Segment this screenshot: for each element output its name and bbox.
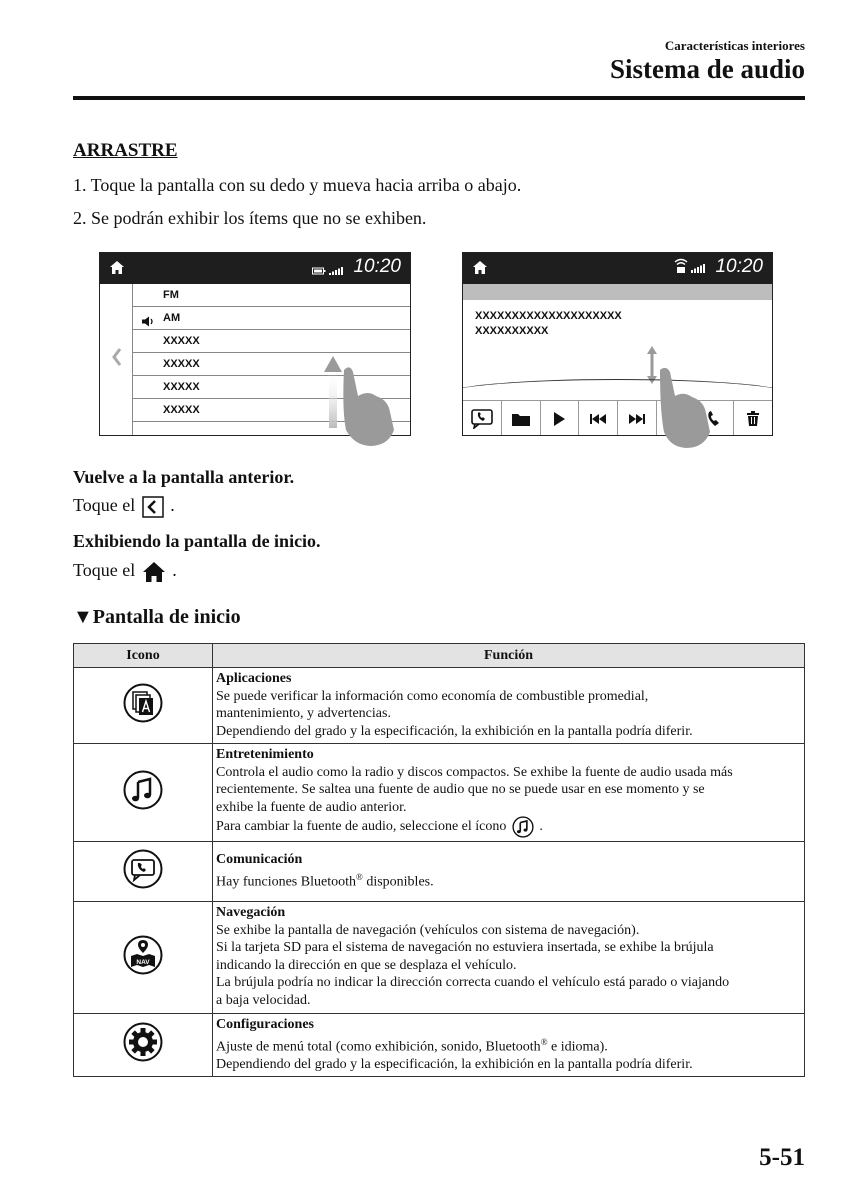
- function-line-text: Hay funciones Bluetooth: [216, 874, 356, 890]
- swipe-gesture-icon: [320, 350, 400, 448]
- music-note-icon: [123, 770, 163, 810]
- clock: 10:20: [715, 256, 763, 277]
- skip-back-icon: [589, 413, 607, 425]
- function-cell: [213, 744, 805, 842]
- function-line-end: .: [539, 819, 543, 835]
- drag-step-1: 1. Toque la pantalla con su dedo y mueva hacia arriba o abajo.: [73, 175, 522, 195]
- function-cell: [213, 902, 805, 1014]
- home-heading: Exhibiendo la pantalla de inicio.: [73, 531, 321, 551]
- function-cell: [213, 1014, 805, 1077]
- home-icon[interactable]: [472, 260, 488, 280]
- list-item-label: AM: [163, 312, 181, 324]
- table-header-row: [74, 644, 805, 668]
- table-row: [74, 1014, 805, 1077]
- section-label: Características interiores: [664, 38, 805, 53]
- list-item-am[interactable]: [133, 307, 410, 330]
- function-line: [216, 869, 802, 891]
- function-line: La brújula podría no indicar la dirección correcta cuando el vehículo está parado o viajando: [216, 975, 730, 990]
- wifi-signal-icon: [674, 257, 706, 280]
- registered-mark: ®: [355, 871, 363, 882]
- function-line: Se exhibe la pantalla de navegación (vehículos con sistema de navegación).: [216, 922, 640, 938]
- skip-forward-icon: [628, 413, 646, 425]
- folder-button[interactable]: [502, 401, 541, 436]
- folder-icon: [511, 411, 531, 427]
- applications-icon: [123, 683, 163, 723]
- function-line: Dependiendo del grado y la especificación, la exhibición en la pantalla podría diferir.: [216, 1056, 693, 1072]
- function-title: Entretenimiento: [216, 747, 314, 762]
- icon-cell: [74, 902, 213, 1014]
- list-item-fm[interactable]: FM: [133, 284, 410, 307]
- home-screen-title: [73, 606, 241, 629]
- col-icon-header: Icono: [74, 644, 213, 668]
- list-item[interactable]: XXXXX: [133, 353, 410, 376]
- trash-icon: [746, 411, 760, 427]
- home-instruction: [73, 560, 177, 583]
- icon-cell: [74, 1014, 213, 1077]
- function-cell: [213, 668, 805, 744]
- navigation-icon: [123, 935, 163, 975]
- phone-chat-icon: [123, 849, 163, 889]
- list-item[interactable]: XXXXX: [133, 399, 410, 422]
- status-bar: [463, 253, 772, 284]
- table-row: [74, 744, 805, 842]
- message-line: XXXXXXXXXXXXXXXXXXXX: [475, 310, 622, 322]
- touch-gesture-icon: [656, 366, 718, 450]
- function-line: Se puede verificar la información como economía de combustible promedial,: [216, 688, 649, 704]
- table-row: [74, 668, 805, 744]
- col-function-header: Función: [213, 644, 805, 668]
- function-line-text: Ajuste de menú total (como exhibición, sonido, Bluetooth: [216, 1039, 541, 1055]
- music-note-icon: [512, 816, 534, 838]
- back-panel[interactable]: [100, 284, 133, 435]
- message-body: [475, 309, 622, 339]
- phone-chat-button[interactable]: [463, 401, 502, 436]
- function-title: Aplicaciones: [216, 671, 292, 686]
- function-line: recientemente. Se saltea una fuente de audio que no se puede usar en ese momento y se: [216, 782, 705, 797]
- function-line: indicando la dirección en que se desplaza el vehículo.: [216, 957, 517, 973]
- function-line-text: Para cambiar la fuente de audio, seleccione el ícono: [216, 819, 507, 835]
- table-row: [74, 902, 805, 1014]
- function-line: Si la tarjeta SD para el sistema de navegación no estuviera insertada, se exhibe la brújula: [216, 940, 714, 955]
- gear-icon: [123, 1022, 163, 1062]
- previous-button[interactable]: [579, 401, 618, 436]
- function-line: exhibe la fuente de audio anterior.: [216, 799, 407, 815]
- nav-label: NAV: [136, 958, 150, 966]
- home-icon[interactable]: [109, 260, 125, 280]
- play-icon: [552, 411, 566, 427]
- triangle-icon: ▼: [73, 606, 93, 628]
- message-header-band: [463, 284, 772, 300]
- function-line: [216, 816, 802, 838]
- page-number: 5-51: [759, 1144, 805, 1171]
- status-bar: [100, 253, 410, 284]
- function-line-text: e idioma).: [547, 1039, 608, 1055]
- message-screen: [462, 252, 773, 436]
- home-text-after: .: [172, 560, 177, 580]
- chevron-left-icon: [112, 348, 122, 366]
- function-cell: [213, 842, 805, 902]
- function-line: [216, 1034, 802, 1056]
- function-title: Configuraciones: [216, 1017, 314, 1032]
- function-line: a baja velocidad.: [216, 992, 311, 1008]
- message-line: XXXXXXXXXX: [475, 325, 549, 337]
- phone-chat-icon: [471, 409, 493, 429]
- function-line-text: disponibles.: [362, 874, 434, 890]
- drag-section-title: ARRASTRE: [73, 140, 178, 161]
- back-heading: Vuelve a la pantalla anterior.: [73, 467, 295, 487]
- function-line: mantenimiento, y advertencias.: [216, 706, 391, 721]
- drag-step-2: 2. Se podrán exhibir los ítems que no se exhiben.: [73, 208, 427, 228]
- icon-cell: [74, 744, 213, 842]
- function-line: Dependiendo del grado y la especificación, la exhibición en la pantalla podría diferir.: [216, 723, 693, 739]
- icon-cell: [74, 842, 213, 902]
- back-text-before: Toque el: [73, 495, 136, 515]
- function-title: Navegación: [216, 905, 286, 920]
- function-line: Controla el audio como la radio y discos compactos. Se exhibe la fuente de audio usada más: [216, 764, 733, 780]
- clock: 10:20: [353, 256, 401, 277]
- list-item[interactable]: XXXXX: [133, 330, 410, 353]
- delete-button[interactable]: [734, 401, 772, 436]
- home-screen-table: [73, 643, 805, 1077]
- home-screen-title-text: Pantalla de inicio: [92, 606, 241, 628]
- back-icon: [142, 496, 164, 518]
- page-title: Sistema de audio: [609, 54, 805, 84]
- next-button[interactable]: [618, 401, 657, 436]
- home-text-before: Toque el: [73, 560, 136, 580]
- header-rule: [73, 96, 805, 100]
- table-row: [74, 842, 805, 902]
- message-toolbar: [463, 400, 772, 436]
- list-item[interactable]: XXXXX: [133, 376, 410, 399]
- home-icon: [142, 561, 166, 583]
- play-button[interactable]: [541, 401, 580, 436]
- back-instruction: [73, 495, 175, 518]
- icon-cell: [74, 668, 213, 744]
- registered-mark: ®: [540, 1036, 548, 1047]
- battery-signal-icon: [312, 263, 344, 281]
- back-text-after: .: [170, 495, 175, 515]
- function-title: Comunicación: [216, 852, 303, 868]
